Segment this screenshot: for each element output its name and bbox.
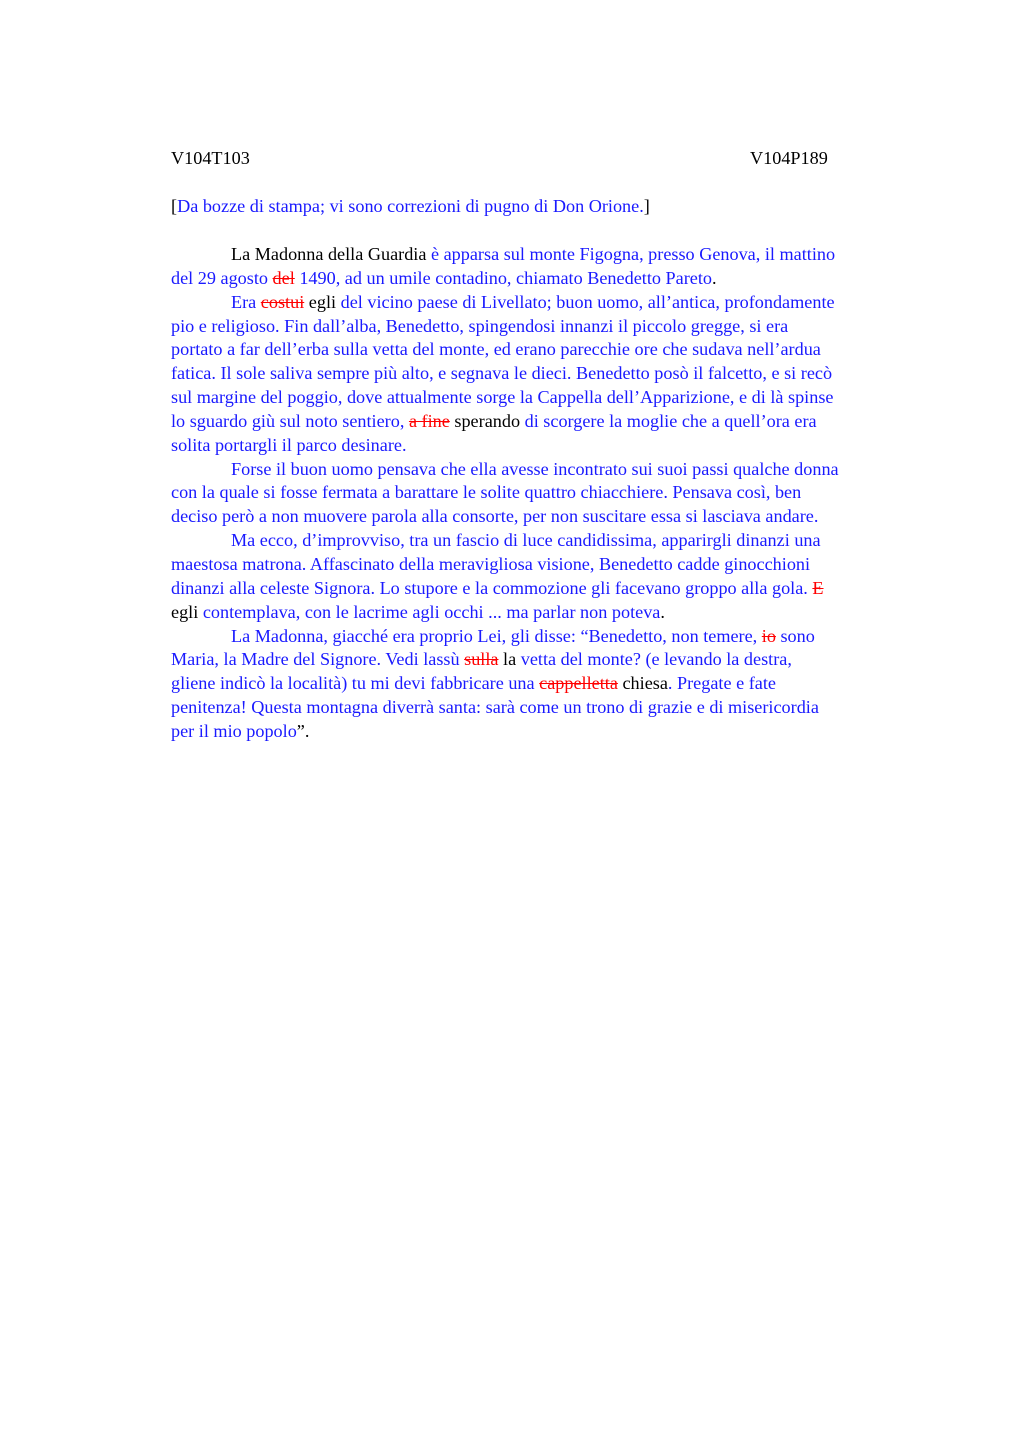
text-line	[171, 672, 931, 696]
text-line	[171, 362, 931, 386]
note-text: Da bozze di stampa; vi sono correzioni di pugno di Don Orione.	[177, 196, 644, 216]
corrected-text: pio e religioso. Fin dall’alba, Benedetto, spingendosi innanzi il piccolo gregge, si era	[171, 315, 789, 336]
text-line	[171, 386, 931, 410]
note-open-bracket: [	[171, 196, 178, 216]
text-line	[171, 410, 931, 434]
corrected-text: deciso però a non muovere parola alla consorte, per non suscitare essa si lasciava andare.	[171, 506, 819, 527]
original-text: .	[711, 267, 717, 288]
corrected-text: del vicino paese di Livellato; buon uomo, all’antica, profondamente	[340, 291, 835, 312]
corrected-text: . Pregate e fate	[667, 673, 776, 694]
corrected-text: contemplava, con le lacrime agli occhi ... ma parlar non poteva	[202, 601, 661, 622]
corrected-text: con la quale si fosse fermata a barattare le solite quattro chiacchiere. Pensava così, ben	[171, 482, 802, 503]
text-line	[171, 720, 931, 744]
deleted-text: a fine	[408, 410, 450, 431]
corrected-text: La Madonna, giacché era proprio Lei, gli disse: “Benedetto, non temere,	[231, 625, 762, 646]
text-line	[171, 291, 931, 315]
original-text: sperando	[449, 410, 521, 431]
text-line	[171, 505, 931, 529]
deleted-text: sulla	[464, 649, 499, 670]
corrected-text: Maria, la Madre del Signore. Vedi lassù	[171, 649, 465, 670]
text-line	[171, 243, 931, 267]
text-line	[171, 601, 931, 625]
original-text: .	[660, 601, 665, 622]
corrected-text: lo sguardo giù sul noto sentiero,	[171, 410, 409, 431]
corrected-text: solita portargli il parco desinare.	[171, 434, 407, 455]
deleted-text: E	[812, 577, 824, 598]
original-text: ”.	[296, 720, 310, 741]
text-line	[171, 315, 931, 339]
corrected-text: sono	[775, 625, 815, 646]
deleted-text: del	[272, 267, 295, 288]
corrected-text: penitenza! Questa montagna diverrà santa: sarà come un trono di grazie e di misericordia	[171, 697, 819, 718]
corrected-text: vetta del monte? (e levando la destra,	[516, 649, 792, 670]
corrected-text: gliene indicò la località) tu mi devi fabbricare una	[171, 673, 540, 694]
original-text: chiesa	[617, 673, 668, 694]
original-text: egli	[171, 601, 203, 622]
editorial-note	[171, 195, 650, 217]
text-line	[171, 267, 931, 291]
corrected-text: di scorgere la moglie che a quell’ora era	[520, 410, 817, 431]
text-line	[171, 458, 931, 482]
deleted-text: costui	[260, 291, 305, 312]
corrected-text: dinanzi alla celeste Signora. Lo stupore e la commozione gli facevano groppo alla gola.	[171, 577, 813, 598]
text-line	[171, 648, 931, 672]
corrected-text: Forse il buon uomo pensava che ella avesse incontrato sui suoi passi qualche donna	[231, 458, 839, 479]
text-line	[171, 577, 931, 601]
deleted-text: io	[761, 625, 776, 646]
header-left-code: V104T103	[171, 148, 250, 168]
text-line	[171, 481, 931, 505]
text-line	[171, 338, 931, 362]
original-text: La Madonna della Guardia	[231, 244, 427, 264]
text-line	[171, 553, 931, 577]
original-text: la	[498, 649, 517, 670]
text-line	[171, 696, 931, 720]
header-right-code: V104P189	[750, 148, 828, 168]
text-line	[171, 625, 931, 649]
corrected-text: sul margine del poggio, dove attualmente sorge la Cappella dell’Apparizione, e di là spinse	[171, 387, 834, 408]
corrected-text: portato a far dell’erba sulla vetta del monte, ed erano parecchie ore che sudava nell’ardua	[171, 339, 821, 360]
note-close-bracket: ]	[643, 196, 650, 216]
corrected-text: 1490, ad un umile contadino, chiamato Benedetto Pareto	[294, 267, 712, 288]
corrected-text: maestosa matrona. Affascinato della meravigliosa visione, Benedetto cadde ginocchioni	[171, 553, 811, 574]
corrected-text: per il mio popolo	[171, 720, 297, 741]
text-line	[171, 529, 931, 553]
corrected-text: fatica. Il sole saliva sempre più alto, e segnava le dieci. Benedetto posò il falcetto, e si recò	[171, 363, 833, 384]
corrected-text: è apparsa sul monte Figogna, presso Genova, il mattino	[426, 244, 836, 264]
original-text: egli	[304, 291, 341, 312]
body-text	[171, 243, 931, 744]
corrected-text: del 29 agosto	[171, 267, 273, 288]
deleted-text: cappelletta	[539, 673, 618, 694]
text-line	[171, 434, 931, 458]
corrected-text: Ma ecco, d’improvviso, tra un fascio di luce candidissima, apparirgli dinanzi una	[231, 530, 821, 551]
corrected-text: Era	[231, 291, 261, 312]
